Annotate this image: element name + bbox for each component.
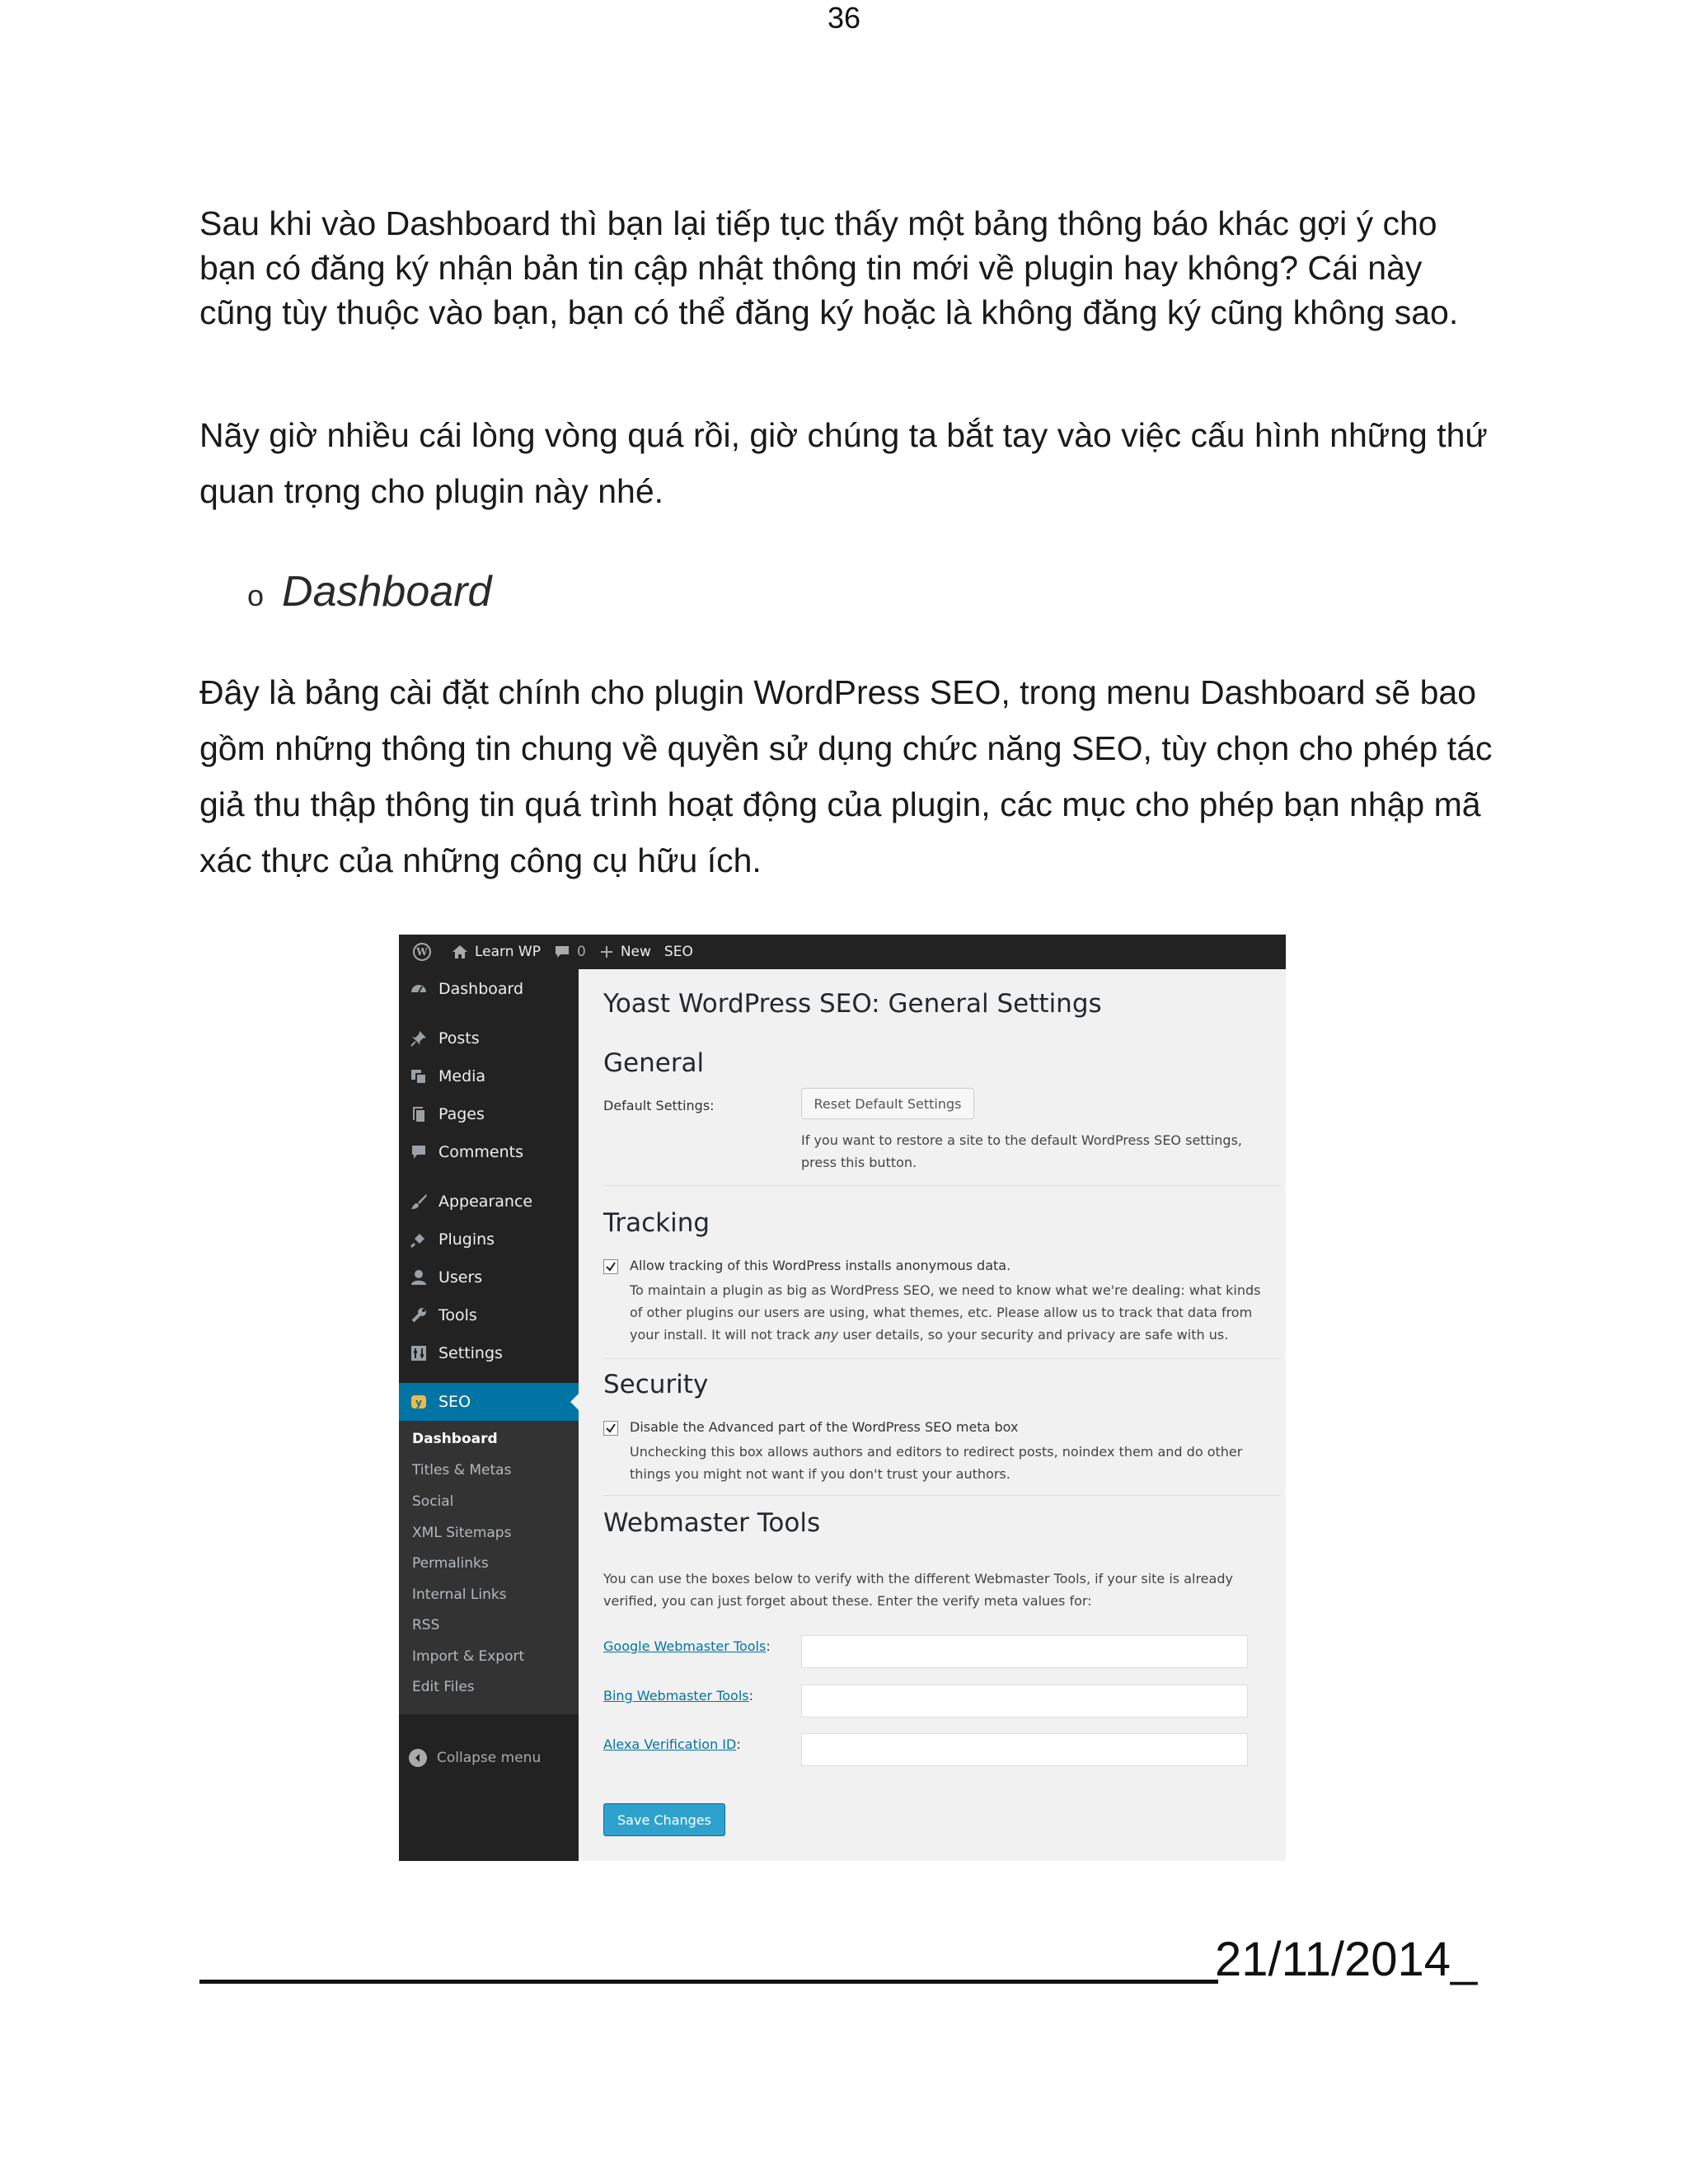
- admin-bar-site[interactable]: [452, 944, 541, 960]
- alexa-verification-id-input[interactable]: [801, 1733, 1248, 1766]
- dashboard-icon: [409, 979, 429, 999]
- home-icon: [452, 944, 468, 959]
- heading-text: Dashboard: [282, 568, 492, 616]
- sidebar-item-seo[interactable]: [399, 1383, 579, 1421]
- comments-icon: [409, 1142, 429, 1162]
- plug-icon: [409, 1230, 429, 1249]
- admin-bar-comments[interactable]: [554, 944, 586, 960]
- default-settings-label: Default Settings:: [603, 1098, 715, 1113]
- submenu-item-social[interactable]: Social: [412, 1493, 454, 1510]
- admin-bar: [399, 935, 1286, 969]
- paragraph-transition: Nãy giờ nhiều cái lòng vòng quá rồi, giờ chúng ta bắt tay vào việc cấu hình những thứ quan trọng cho plugin này nhé.: [199, 416, 1488, 510]
- general-section-title: General: [603, 1048, 705, 1078]
- google-webmaster-tools-link[interactable]: Google Webmaster Tools: [603, 1638, 767, 1654]
- new-label: New: [620, 944, 651, 960]
- section-divider: [603, 1495, 1281, 1496]
- collapse-menu-button[interactable]: [409, 1749, 541, 1767]
- comments-count: 0: [576, 944, 586, 960]
- checkmark-icon: [606, 1262, 616, 1272]
- admin-bar-seo[interactable]: [664, 944, 693, 960]
- tracking-checkbox[interactable]: [603, 1259, 618, 1274]
- security-checkbox-label: Disable the Advanced part of the WordPress SEO meta box: [630, 1419, 1019, 1435]
- seo-submenu: [399, 1421, 579, 1714]
- bing-webmaster-tools-input[interactable]: [801, 1685, 1248, 1718]
- admin-bar-new[interactable]: [599, 944, 651, 960]
- section-heading: [247, 567, 491, 616]
- bing-webmaster-tools-link[interactable]: Bing Webmaster Tools: [603, 1688, 749, 1704]
- wrench-icon: [409, 1305, 429, 1325]
- media-icon: [409, 1066, 429, 1086]
- submenu-item-rss[interactable]: RSS: [412, 1617, 440, 1633]
- security-description: Unchecking this box allows authors and editors to redirect posts, noindex them and do other things you might not want if you don't trust your authors.: [630, 1444, 1243, 1482]
- heading-bullet: o: [247, 579, 265, 612]
- sidebar-item-settings[interactable]: [399, 1337, 579, 1370]
- sidebar-label: Media: [438, 1067, 486, 1085]
- sidebar-item-users[interactable]: [399, 1261, 579, 1294]
- general-description: If you want to restore a site to the default WordPress SEO settings, press this button.: [801, 1132, 1242, 1170]
- footer-date: 21/11/2014_: [1215, 1933, 1478, 1986]
- page-number: 36: [827, 1, 861, 35]
- submenu-item-import-export[interactable]: Import & Export: [412, 1648, 525, 1665]
- active-indicator: [570, 1394, 579, 1410]
- submenu-item-xml-sitemaps[interactable]: XML Sitemaps: [412, 1525, 512, 1541]
- collapse-label: Collapse menu: [437, 1750, 542, 1766]
- settings-icon: [409, 1343, 429, 1363]
- tracking-section-title: Tracking: [603, 1208, 710, 1238]
- submenu-item-internal-links[interactable]: Internal Links: [412, 1586, 507, 1603]
- webmaster-tools-section-title: Webmaster Tools: [603, 1508, 821, 1538]
- section-divider: [603, 1185, 1281, 1186]
- site-name: Learn WP: [475, 944, 541, 960]
- submenu-item-permalinks[interactable]: Permalinks: [412, 1555, 489, 1572]
- alexa-verification-id-link[interactable]: Alexa Verification ID: [603, 1736, 737, 1752]
- wordpress-logo-icon[interactable]: [412, 942, 438, 962]
- sidebar-label: Tools: [438, 1306, 477, 1324]
- reset-default-settings-button[interactable]: Reset Default Settings: [801, 1088, 974, 1119]
- submenu-item-titles-metas[interactable]: Titles & Metas: [412, 1462, 512, 1479]
- security-section-title: Security: [603, 1370, 709, 1399]
- submenu-item-dashboard[interactable]: Dashboard: [412, 1431, 498, 1447]
- sidebar-item-pages[interactable]: [399, 1098, 579, 1131]
- svg-text:y: y: [415, 1397, 422, 1408]
- wordpress-screenshot: [399, 935, 1286, 1861]
- sidebar-label: Users: [438, 1268, 483, 1286]
- sidebar-item-posts[interactable]: [399, 1022, 579, 1055]
- sidebar-item-appearance[interactable]: [399, 1185, 579, 1218]
- sidebar-item-plugins[interactable]: [399, 1223, 579, 1256]
- sidebar-label: Comments: [438, 1143, 523, 1161]
- pin-icon: [409, 1029, 429, 1048]
- sidebar-item-tools[interactable]: [399, 1299, 579, 1332]
- tracking-description: To maintain a plugin as big as WordPress SEO, we need to know what we're dealing: what kinds of other plugins our users are using, what themes, etc. Please allow us to track that data from your install. It will not track any user details, so your security and privacy are safe with us.: [630, 1282, 1261, 1343]
- sidebar-item-dashboard[interactable]: [399, 972, 579, 1005]
- webmaster-tools-description: You can use the boxes below to verify with the different Webmaster Tools, if your site is already verified, you can just forget about these. Enter the verify meta values for:: [603, 1571, 1233, 1609]
- settings-content: [579, 969, 1286, 1861]
- security-checkbox[interactable]: [603, 1421, 618, 1436]
- sidebar-label: Posts: [438, 1029, 480, 1047]
- sidebar-item-media[interactable]: [399, 1060, 579, 1093]
- paragraph-dashboard-description: Đây là bảng cài đặt chính cho plugin WordPress SEO, trong menu Dashboard sẽ bao gồm những thông tin chung về quyền sử dụng chức năng SEO, tùy chọn cho phép tác giả thu thập thông tin quá trình hoạt động của plugin, các mục cho phép bạn nhập mã xác thực của những công cụ hữu ích.: [199, 673, 1493, 879]
- save-changes-button[interactable]: Save Changes: [603, 1803, 725, 1836]
- plus-icon: [599, 944, 614, 959]
- collapse-arrow-icon: [409, 1749, 427, 1767]
- sidebar-label: Appearance: [438, 1193, 533, 1211]
- yoast-icon: [409, 1392, 429, 1412]
- sidebar-label: SEO: [438, 1393, 471, 1411]
- footer-rule: [199, 1980, 1218, 1984]
- user-icon: [409, 1268, 429, 1287]
- google-webmaster-row-label: Google Webmaster Tools:: [603, 1638, 771, 1654]
- alexa-verification-row-label: Alexa Verification ID:: [603, 1736, 741, 1752]
- sidebar-item-comments[interactable]: [399, 1136, 579, 1169]
- section-divider: [603, 1358, 1281, 1359]
- checkmark-icon: [606, 1423, 616, 1433]
- seo-label: SEO: [663, 944, 693, 960]
- tracking-checkbox-label: Allow tracking of this WordPress installs anonymous data.: [630, 1258, 1011, 1273]
- sidebar-label: Plugins: [438, 1230, 495, 1249]
- settings-page-title: Yoast WordPress SEO: General Settings: [603, 989, 1102, 1019]
- bing-webmaster-row-label: Bing Webmaster Tools:: [603, 1688, 753, 1704]
- paragraph-dashboard-intro: Sau khi vào Dashboard thì bạn lại tiếp tục thấy một bảng thông báo khác gợi ý cho bạn có đăng ký nhận bản tin cập nhật thông tin mới về plugin hay không? Cái này cũng tùy thuộc vào bạn, bạn có thể đăng ký hoặc là không đăng ký cũng không sao.: [199, 204, 1459, 331]
- svg-text:W: W: [416, 946, 428, 958]
- comment-icon: [554, 944, 570, 959]
- submenu-item-edit-files[interactable]: Edit Files: [412, 1679, 475, 1695]
- pages-icon: [409, 1104, 429, 1124]
- sidebar-label: Pages: [438, 1105, 485, 1123]
- paintbrush-icon: [409, 1192, 429, 1212]
- google-webmaster-tools-input[interactable]: [801, 1635, 1248, 1668]
- sidebar-label: Settings: [438, 1344, 503, 1362]
- sidebar-label: Dashboard: [438, 980, 524, 998]
- admin-sidebar: [399, 969, 579, 1861]
